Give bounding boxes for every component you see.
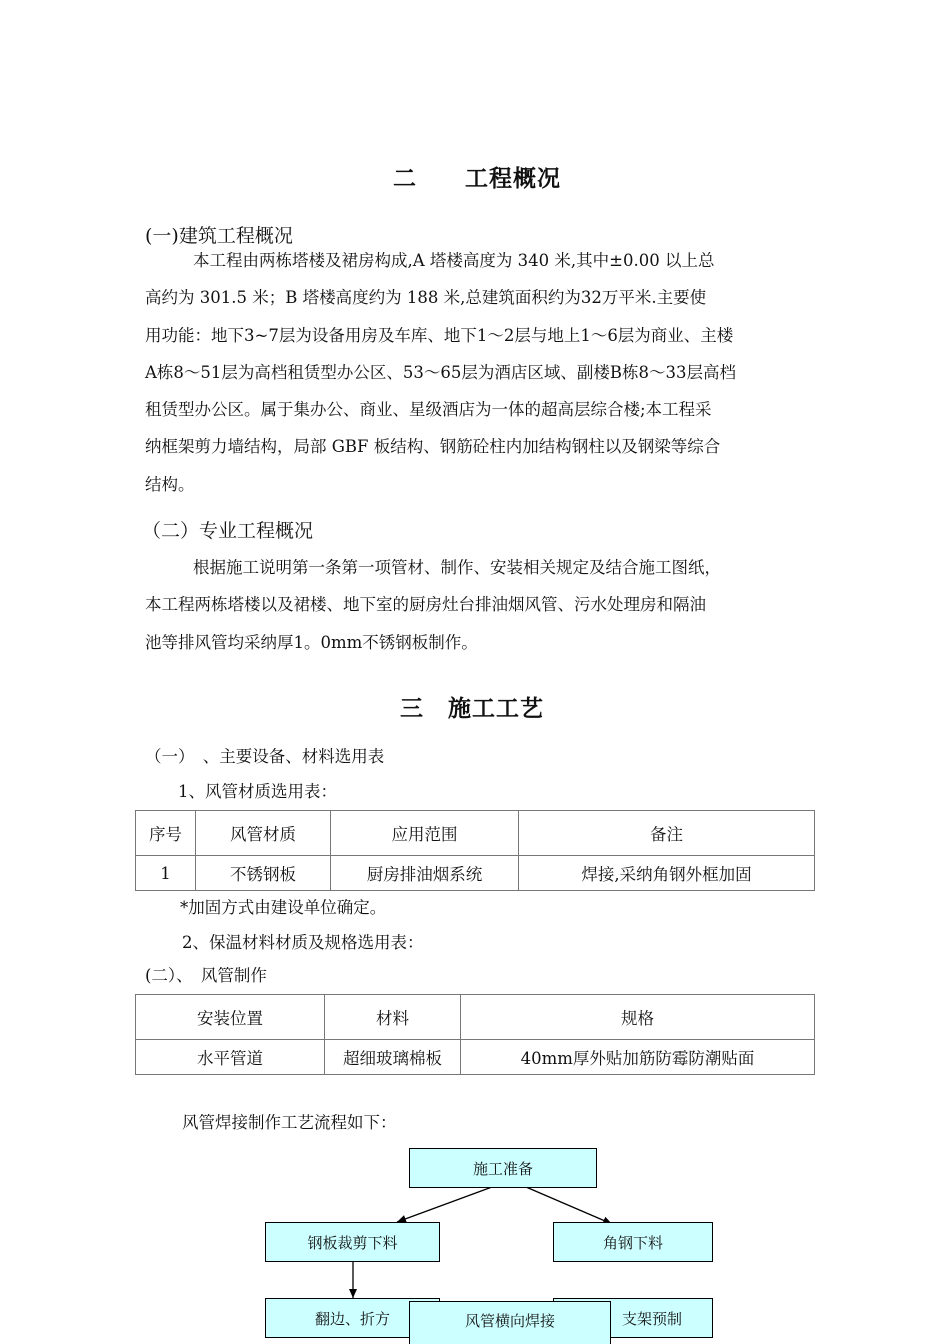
paragraph-line: 高约为 301.5 米；B 塔楼高度约为 188 米,总建筑面积约为32万平米.主要使: [145, 288, 707, 308]
paragraph-line: 用功能：地下3~7层为设备用房及车库、地下1～2层与地上1～6层为商业、主楼: [145, 325, 734, 345]
paragraph-line: 本工程由两栋塔楼及裙房构成,A 塔楼高度为 340 米,其中±0.00 以上总: [193, 251, 715, 270]
item-duct-material-table: 1、风管材质选用表：: [178, 782, 337, 801]
table-cell: 焊接,采纳角钢外框加固: [519, 856, 815, 891]
table-cell: 厨房排油烟系统: [331, 856, 519, 891]
flow-step-label: 施工准备: [472, 1159, 533, 1178]
arrow-prep-to-cut: [397, 1187, 492, 1222]
flow-step-cut: [265, 1222, 440, 1262]
table-cell: 水平管道: [136, 1040, 325, 1075]
flow-step-label: 风管横向焊接: [464, 1312, 555, 1330]
table-header-cell: 规格: [461, 995, 815, 1040]
subheading-specialty-overview: （二）专业工程概况: [142, 520, 314, 542]
table-cell: 不锈钢板: [196, 856, 331, 891]
paragraph-line: A栋8～51层为高档租赁型办公区、53～65层为酒店区域、副楼B栋8～33层高档: [145, 362, 737, 382]
flow-step-label: 钢板裁剪下料: [307, 1233, 398, 1252]
item-insulation-table: 2、保温材料材质及规格选用表：: [182, 933, 424, 952]
flow-step-label: 翻边、折方: [314, 1309, 390, 1328]
flow-step-label: 角钢下料: [602, 1233, 663, 1252]
flow-intro: 风管焊接制作工艺流程如下：: [182, 1113, 397, 1132]
table-cell: 1: [136, 856, 196, 891]
flow-step-label: 支架预制: [621, 1309, 682, 1328]
table-header-cell: 风管材质: [196, 811, 331, 856]
paragraph-line: 池等排风管均采纳厚1。0mm不锈钢板制作。: [145, 632, 478, 652]
paragraph-line: 本工程两栋塔楼以及裙楼、地下室的厨房灶台排油烟风管、污水处理房和隔油: [145, 595, 706, 615]
table-header-cell: 材料: [325, 995, 461, 1040]
reinforcement-note: *加固方式由建设单位确定。: [180, 898, 387, 917]
flow-step-angle: [553, 1222, 713, 1262]
subheading-building-overview: (一)建筑工程概况: [145, 225, 293, 247]
table-header-cell: 安装位置: [136, 995, 325, 1040]
subheading-equipment-materials: （一） 、主要设备、材料选用表: [145, 747, 385, 766]
table-cell: 超细玻璃棉板: [325, 1040, 461, 1075]
paragraph-line: 纳框架剪力墙结构，局部 GBF 板结构、钢筋砼柱内加结构钢柱以及钢梁等综合: [145, 437, 721, 457]
section-3-title: 三 施工工艺: [400, 695, 544, 722]
flow-step-prep: [409, 1148, 597, 1188]
arrow-prep-to-angle: [526, 1187, 612, 1224]
table-cell: 40mm厚外贴加筋防霉防潮贴面: [461, 1040, 815, 1075]
section-2-title: 二 工程概况: [393, 165, 561, 192]
paragraph-line: 结构。: [145, 474, 195, 494]
flow-step-weld: [409, 1301, 611, 1344]
table-header-cell: 备注: [519, 811, 815, 856]
paragraph-line: 租赁型办公区。属于集办公、商业、星级酒店为一体的超高层综合楼;本工程采: [145, 400, 712, 420]
table-header-cell: 应用范围: [331, 811, 519, 856]
paragraph-line: 根据施工说明第一条第一项管材、制作、安装相关规定及结合施工图纸，: [193, 558, 721, 577]
subheading-duct-fabrication: (二）、 风管制作: [145, 966, 267, 985]
table-header-cell: 序号: [136, 811, 196, 856]
